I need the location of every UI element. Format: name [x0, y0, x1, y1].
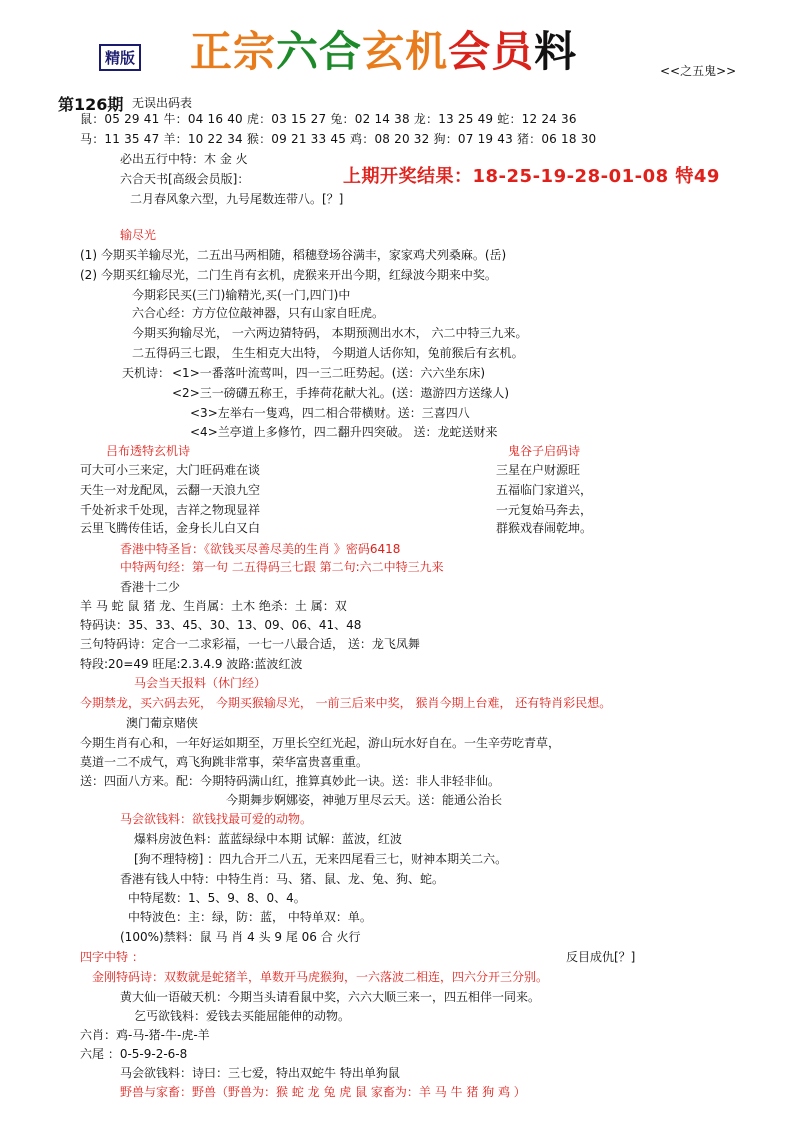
fan-mu: 反目成仇[？] [566, 950, 636, 964]
burst-color: 爆料房波色料：蓝蓝绿绿中本期 试解：蓝波，红波 [134, 832, 402, 846]
macau-line: 莫道一二不成气，鸡飞狗跳非常事，荣华富贵喜重重。 [80, 755, 369, 769]
beggar-line: 乞丐欲钱料：爱钱去买能屈能伸的动物。 [134, 1009, 351, 1023]
title-char: 宗 [233, 27, 277, 76]
line-1: 今期彩民买(三门)输精光,买(一门,四门)中 [132, 288, 351, 302]
wave-colors: 中特波色：主：绿，防：蓝， 中特单双：单。 [128, 910, 372, 924]
horse-poem: 马会欲钱料：诗曰：三七爱，特出双蛇牛 特出单狗鼠 [120, 1066, 400, 1080]
tianji-4: <4>兰亭道上多修竹，四二翻升四突破。 送：龙蛇送财来 [190, 425, 498, 439]
horse-money: 马会欲钱料：欲钱找最可爱的动物。 [120, 812, 313, 826]
issue-note: 无误出码表 [132, 96, 193, 110]
five-elements: 必出五行中特：木 金 火 [120, 152, 248, 166]
poem-left-line: 千处祈求千处现，吉祥之物现显祥 [80, 503, 261, 517]
line-3: 今期买狗输尽光， 一六两边猜特码， 本期预测出水木， 六二中特三九来。 [132, 326, 528, 340]
hk-edict: 香港中特圣旨：《欲钱买尽善尽美的生肖 》密码6418 [120, 542, 401, 556]
poem-left-line: 天生一对龙配凤，云翻一天浪九空 [80, 483, 261, 497]
title-char: 合 [319, 27, 363, 76]
tianji-2: <2>三一磅礴五称王，手捧荷花献大礼。(送：遨游四方送缘人) [172, 386, 510, 400]
title-char: 正 [190, 27, 234, 76]
title-char: 玄 [362, 27, 406, 76]
tianji-label: 天机诗： [122, 366, 171, 380]
dog-list: [狗不理特榜] ：四九合开二八五，无来四尾看三七，财神本期关二六。 [134, 852, 508, 866]
poem-right-line: 五福临门家道兴， [496, 483, 593, 497]
huang-daxian: 黄大仙一语破天机：今期当头请看鼠中奖，六六大顺三来一，四五相伴一同来。 [120, 990, 541, 1004]
tail-numbers: 中特尾数：1、5、9、8、0、4。 [128, 891, 306, 905]
zodiac-row-2: 马：11 35 47 羊：10 22 34 猴：09 21 33 45 鸡：08 20 32 狗：07 19 43 猪：06 18 30 [80, 132, 597, 146]
four-char: 四字中特 ： [80, 950, 144, 964]
spring-hint: 二月春风象六型，九号尾数连带八。[？] [130, 192, 344, 206]
hk-rich: 香港有钱人中特：中特生肖：马、猪、鼠、龙、兔、狗、蛇。 [120, 872, 445, 886]
last-result: 上期开奖结果：18-25-19-28-01-08 特49 [343, 166, 720, 187]
macau-line: 今期生肖有心和，一年好运如期至，万里长空红光起，游山玩水好自在。一生辛劳吃青草， [80, 736, 561, 750]
poem-left-line: 云里飞腾传佳话，金身长儿白又白 [80, 521, 261, 535]
banned-list: (100%)禁料：鼠 马 肖 4 头 9 尾 06 合 火行 [120, 930, 361, 944]
issue-number: 第126期 [58, 95, 124, 114]
jingang-poem: 金刚特码诗：双数就是蛇猪羊，单数开马虎猴狗，一六落波二相连，四六分开三分别。 [92, 970, 549, 984]
horse-sky-body: 今期禁龙，买六码去死， 今期买猴输尽光， 一前三后来中奖， 猴肖今期上台难， 还有特肖彩民想。 [80, 696, 612, 710]
horse-sky-heading: 马会当天报料（休门经） [134, 676, 267, 690]
zodiac-attrs: 羊 马 蛇 鼠 猪 龙、生肖属：土木 绝杀：土 属：双 [80, 599, 347, 613]
code-poem: 特码诀：35、33、45、30、13、09、06、41、48 [80, 618, 362, 632]
special-segment: 特段:20=49 旺尾:2.3.4.9 波路:蓝波红波 [80, 657, 303, 671]
title-char: 员 [491, 27, 535, 76]
macau-line: 送：四面八方来。配：今期特码满山红，推算真妙此一诀。送：非人非轻非仙。 [80, 774, 501, 788]
poem-right-line: 三星在户财源旺 [496, 463, 581, 477]
lost-light-heading: 输尽光 [120, 228, 157, 242]
poem-right-line: 一元复始马奔去， [496, 503, 593, 517]
six-tail: 六尾 ：0-5-9-2-6-8 [80, 1047, 188, 1061]
guigu-heading: 鬼谷子启码诗 [508, 444, 581, 458]
title-char: 六 [276, 27, 320, 76]
title-char: 料 [534, 27, 578, 76]
poem-left-line: 可大可小三来定，大门旺码难在谈 [80, 463, 261, 477]
three-sentences: 三句特码诗：定合一二求彩福，一七一八最合适， 送：龙飞凤舞 [80, 637, 420, 651]
sub-tag: <<之五鬼>> [660, 64, 737, 78]
tianji-1: <1>一番落叶流莺叫，四一三二旺势起。(送：六六坐东床) [172, 366, 486, 380]
paragraph-1: (1) 今期买羊输尽光，二五出马两相随，稻穗登场谷满丰，家家鸡犬列桑麻。(岳) [80, 248, 507, 262]
zodiac-row-1: 鼠：05 29 41 牛：04 16 40 虎：03 15 27 兔：02 14 38 龙：13 25 49 蛇：12 24 36 [80, 112, 577, 126]
page-title [190, 28, 577, 76]
macau-line: 今期舞步婀娜姿，神驰万里尽云天。送：能通公治长 [226, 793, 503, 807]
lvbu-heading: 吕布透特玄机诗 [106, 444, 191, 458]
six-zodiac: 六肖：鸡-马-猪-牛-虎-羊 [80, 1028, 210, 1042]
hk-twelve: 香港十二少 [120, 580, 181, 594]
title-char: 会 [448, 27, 492, 76]
line-4: 二五得码三七跟， 生生相克大出特， 今期道人话你知，兔前猴后有玄机。 [132, 346, 524, 360]
wild-domestic: 野兽与家畜：野兽（野兽为：猴 蛇 龙 兔 虎 鼠 家畜为：羊 马 牛 猪 狗 鸡 ） [120, 1085, 526, 1099]
poem-right-line: 群猴戏春闹乾坤。 [496, 521, 593, 535]
macau-heading: 澳门葡京赌侠 [126, 716, 199, 730]
edition-badge: 精版 [99, 44, 141, 71]
line-2: 六合心经：方方位位敲神器，只有山家自旺虎。 [132, 306, 385, 320]
two-sentences: 中特两句经：第一句 二五得码三七跟 第二句:六二中特三九来 [120, 560, 444, 574]
paragraph-2: (2) 今期买红输尽光，二门生肖有玄机，虎猴来开出今期，红绿波今期来中奖。 [80, 268, 497, 282]
tianshu-label: 六合天书[高级会员版]： [120, 172, 250, 186]
tianji-3: <3>左举右一隻鸡，四二相合带横财。送：三喜四八 [190, 406, 470, 420]
title-char: 机 [405, 27, 449, 76]
